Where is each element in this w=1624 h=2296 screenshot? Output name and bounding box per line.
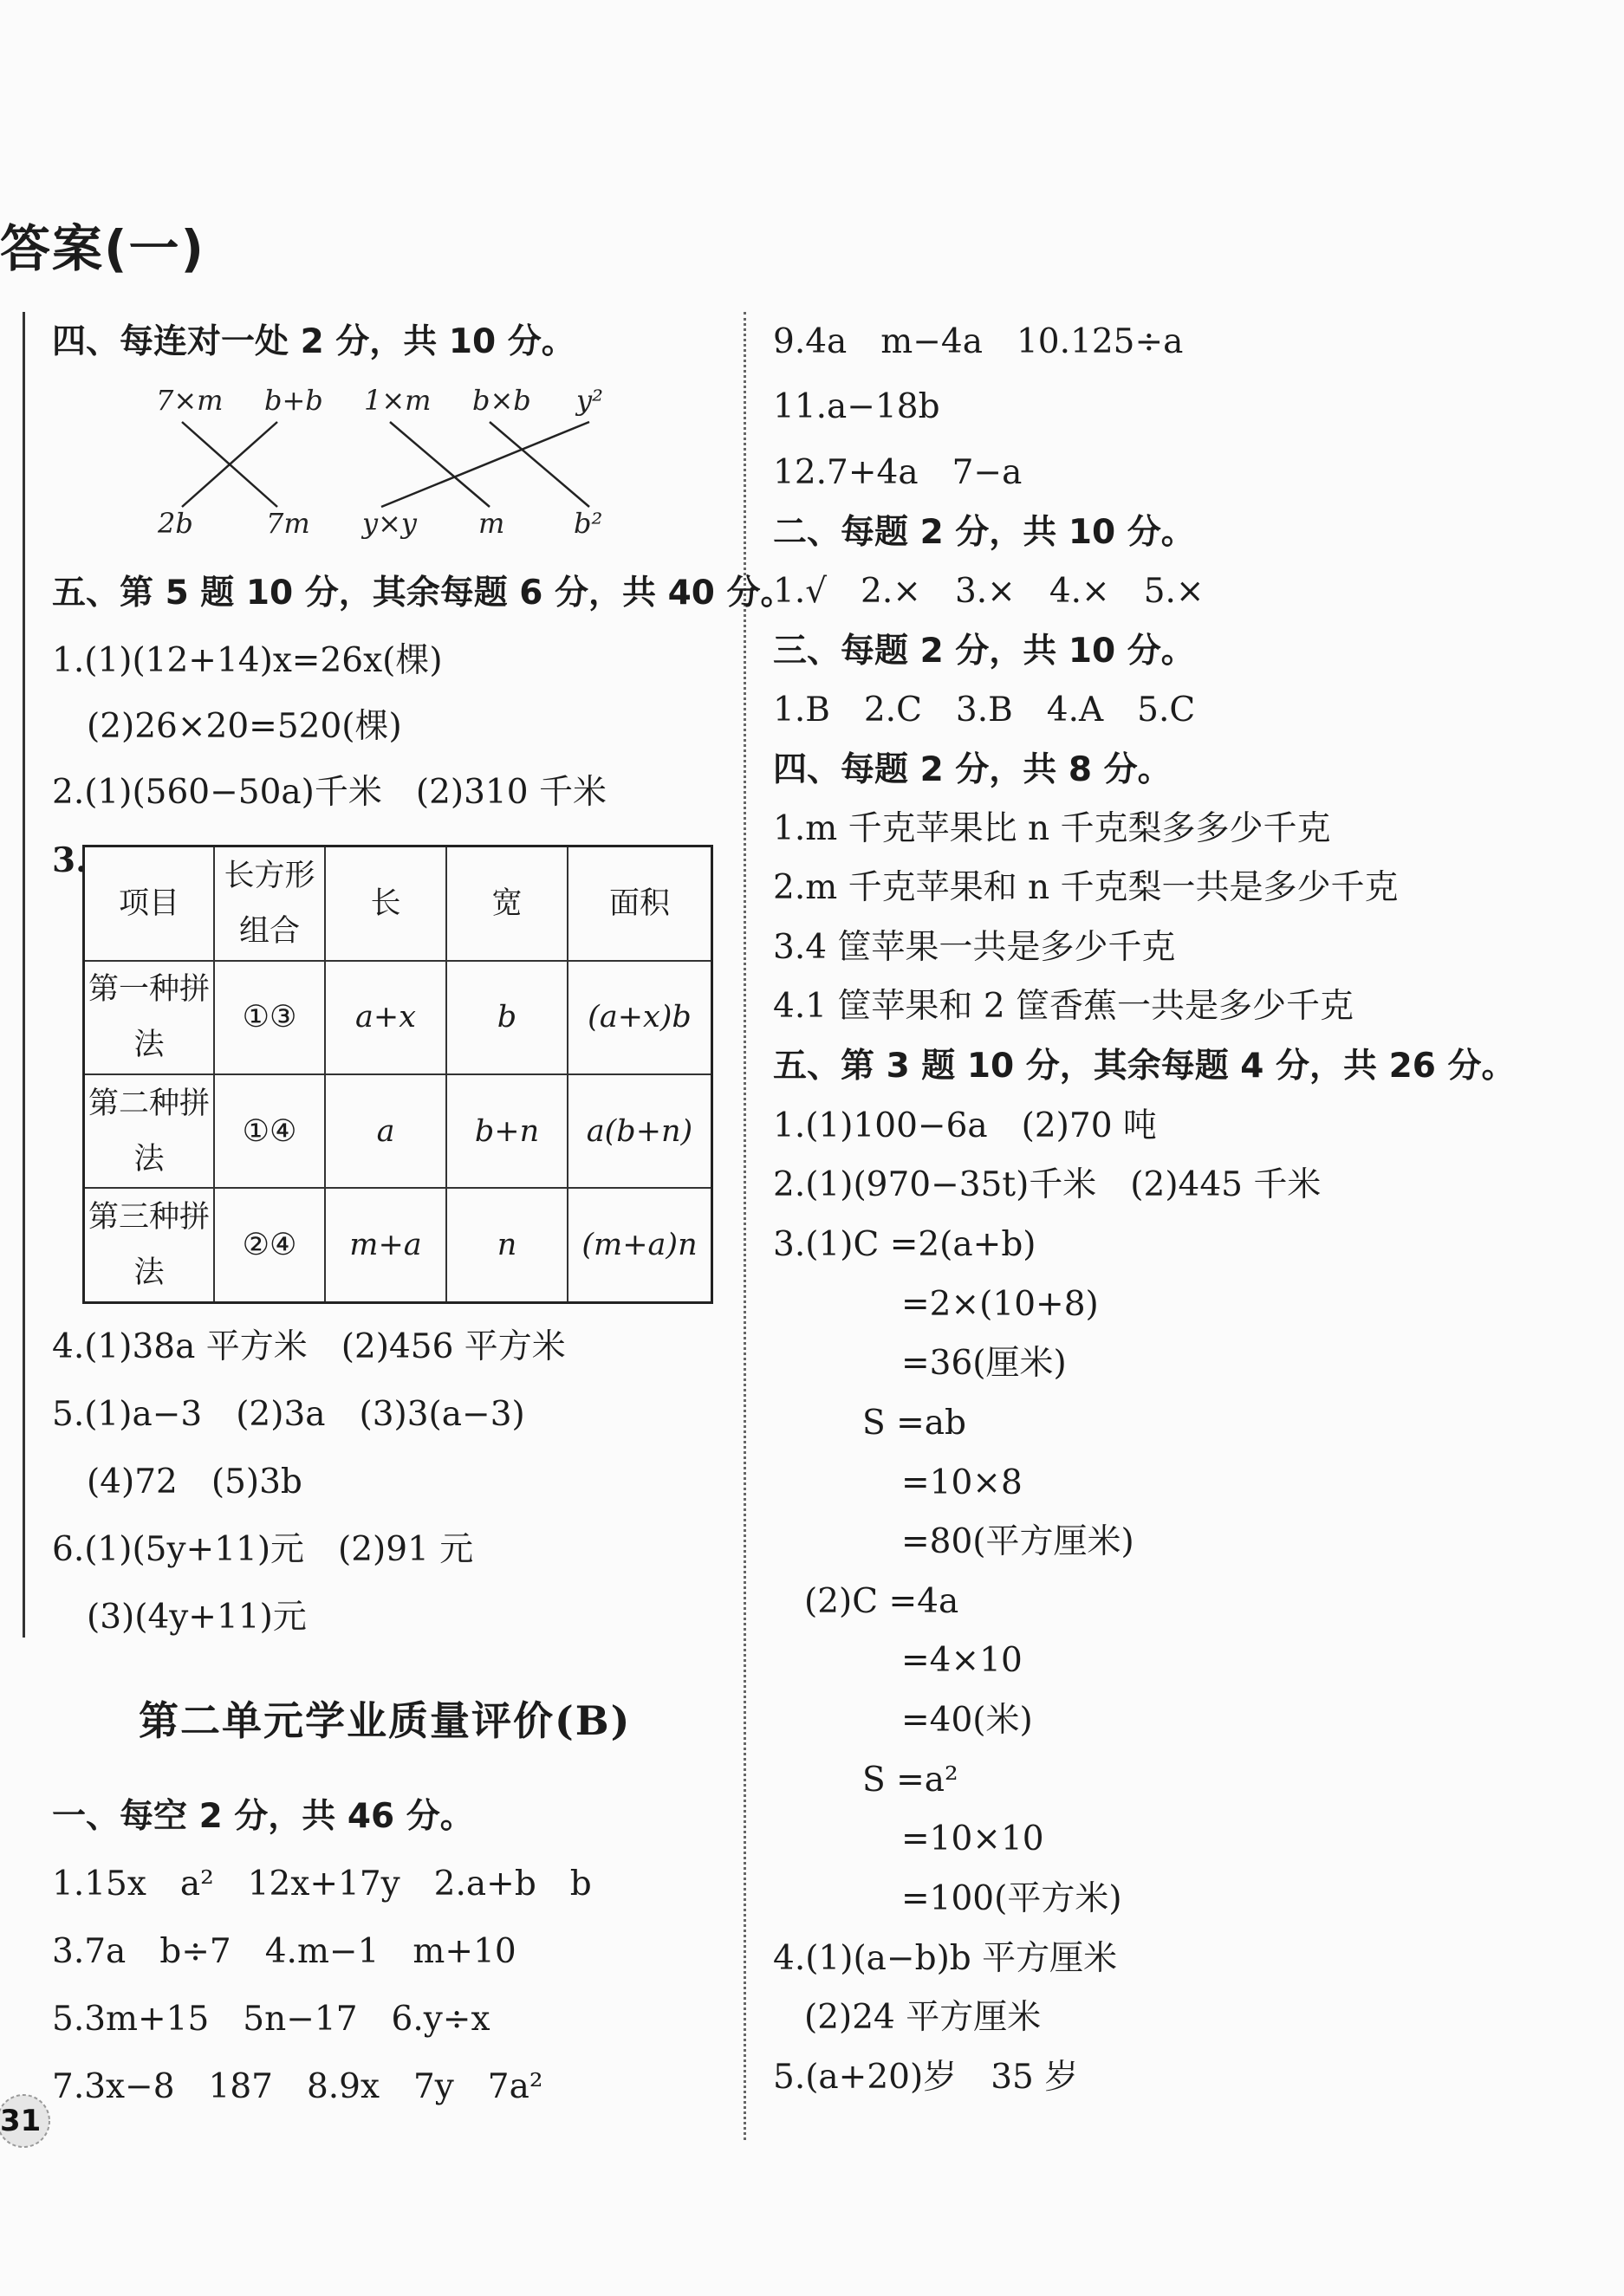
table-cell: b: [446, 961, 568, 1074]
section-three-heading: 三、每题 2 分，共 10 分。: [773, 632, 1195, 671]
answer-6b: (3)(4y+11)元: [87, 1598, 307, 1637]
answer-12: 12.7+4a 7−a: [773, 453, 1023, 492]
section-five-heading: 五、第 5 题 10 分，其余每题 6 分，共 40 分。: [52, 574, 795, 613]
table-header: 项目: [84, 846, 215, 961]
answer-table: [82, 845, 713, 1304]
match-top-3: 1×m: [364, 384, 432, 417]
matching-diagram: [139, 377, 624, 550]
match-line-5: [390, 422, 490, 507]
fill-answers-1: 1.15x a² 12x+17y 2.a+b b: [52, 1865, 592, 1904]
judge-answers: 1.√ 2.× 3.× 4.× 5.×: [773, 572, 1205, 611]
match-top-1: 7×m: [156, 384, 224, 417]
answer-11: 11.a−18b: [773, 387, 940, 426]
solve-answer-4-2: (2)24 平方厘米: [804, 1998, 1042, 2037]
solve-answer-4-1: 4.(1)(a−b)b 平方厘米: [773, 1939, 1118, 1978]
calc-step: S =a²: [862, 1761, 958, 1800]
table-cell: (m+a)n: [568, 1188, 712, 1302]
table-cell: 第三种拼法: [84, 1188, 215, 1302]
table-cell: ①③: [214, 961, 325, 1074]
table-cell: m+a: [325, 1188, 446, 1302]
table-cell: a(b+n): [568, 1074, 712, 1188]
match-bottom-5: b²: [574, 507, 603, 540]
table-cell: ②④: [214, 1188, 325, 1302]
table-cell: a: [325, 1074, 446, 1188]
section-four-heading-right: 四、每题 2 分，共 8 分。: [773, 750, 1172, 789]
meaning-answer-3: 3.4 筐苹果一共是多少千克: [773, 928, 1176, 967]
calc-step: =2×(10+8): [901, 1285, 1099, 1324]
left-margin-rule: [23, 312, 25, 1638]
match-bottom-4: m: [478, 507, 505, 540]
calc-step: =80(平方厘米): [901, 1522, 1134, 1561]
calc-step: =40(米): [901, 1701, 1033, 1740]
calc-step: =4×10: [901, 1641, 1023, 1680]
answer-9-10: 9.4a m−4a 10.125÷a: [773, 322, 1184, 361]
meaning-answer-1: 1.m 千克苹果比 n 千克梨多多少千克: [773, 809, 1331, 848]
answer-1-2: (2)26×20=520(棵): [87, 707, 402, 746]
answer-5b: (4)72 (5)3b: [87, 1463, 302, 1501]
table-row: [84, 1074, 712, 1188]
fill-answers-2: 3.7a b÷7 4.m−1 m+10: [52, 1932, 516, 1971]
table-cell: a+x: [325, 961, 446, 1074]
solve-answer-5: 5.(a+20)岁 35 岁: [773, 2058, 1079, 2097]
table-header: 宽: [446, 846, 568, 961]
table-row: [84, 1188, 712, 1302]
table-cell: b+n: [446, 1074, 568, 1188]
solve-answer-2: 2.(1)(970−35t)千米 (2)445 千米: [773, 1165, 1322, 1204]
meaning-answer-4: 4.1 筐苹果和 2 筐香蕉一共是多少千克: [773, 987, 1354, 1026]
answer-4: 4.(1)38a 平方米 (2)456 平方米: [52, 1327, 566, 1366]
answer-5a: 5.(1)a−3 (2)3a (3)3(a−3): [52, 1395, 525, 1434]
answer-3-label: 3.: [52, 840, 88, 880]
table-header: 长: [325, 846, 446, 961]
section-title: 第二单元学业质量评价(B): [139, 1697, 632, 1744]
calc-step: =36(厘米): [901, 1344, 1067, 1383]
page-title: 答案(一): [0, 219, 206, 278]
answer-6a: 6.(1)(5y+11)元 (2)91 元: [52, 1530, 474, 1569]
table-cell: ①④: [214, 1074, 325, 1188]
fill-answers-4: 7.3x−8 187 8.9x 7y 7a²: [52, 2067, 543, 2106]
table-header: 面积: [568, 846, 712, 961]
match-line-3: [381, 422, 589, 507]
answer-2: 2.(1)(560−50a)千米 (2)310 千米: [52, 773, 607, 812]
table-cell: 第一种拼法: [84, 961, 215, 1074]
table-header: 长方形组合: [214, 846, 325, 961]
section-two-heading: 二、每题 2 分，共 10 分。: [773, 513, 1195, 552]
table-cell: 第二种拼法: [84, 1074, 215, 1188]
table-row: [84, 961, 712, 1074]
section-one-heading: 一、每空 2 分，共 46 分。: [52, 1797, 474, 1836]
calc-step: =10×8: [901, 1463, 1023, 1502]
match-bottom-3: y×y: [362, 507, 417, 540]
table-header-row: [84, 846, 712, 961]
table-cell: (a+x)b: [568, 961, 712, 1074]
choice-answers: 1.B 2.C 3.B 4.A 5.C: [773, 691, 1196, 730]
calc-step: =10×10: [901, 1819, 1044, 1858]
solve-answer-3-1: 3.(1)C =2(a+b): [773, 1225, 1036, 1264]
solve-answer-1: 1.(1)100−6a (2)70 吨: [773, 1106, 1157, 1145]
match-bottom-2: 7m: [266, 507, 310, 540]
table-cell: n: [446, 1188, 568, 1302]
meaning-answer-2: 2.m 千克苹果和 n 千克梨一共是多少千克: [773, 868, 1399, 907]
match-top-5: y²: [576, 384, 603, 417]
section-four-heading: 四、每连对一处 2 分，共 10 分。: [52, 322, 575, 361]
page-number: 31: [0, 2104, 42, 2138]
answer-1-1: 1.(1)(12+14)x=26x(棵): [52, 641, 443, 680]
fill-answers-3: 5.3m+15 5n−17 6.y÷x: [52, 2000, 490, 2039]
section-five-heading-right: 五、第 3 题 10 分，其余每题 4 分，共 26 分。: [773, 1047, 1516, 1086]
match-line-4: [490, 422, 589, 507]
match-bottom-1: 2b: [158, 507, 193, 540]
match-top-4: b×b: [472, 384, 531, 417]
solve-answer-3-2: (2)C =4a: [804, 1582, 959, 1621]
calc-step: =100(平方米): [901, 1879, 1122, 1918]
match-top-2: b+b: [264, 384, 323, 417]
calc-step: S =ab: [862, 1404, 967, 1443]
